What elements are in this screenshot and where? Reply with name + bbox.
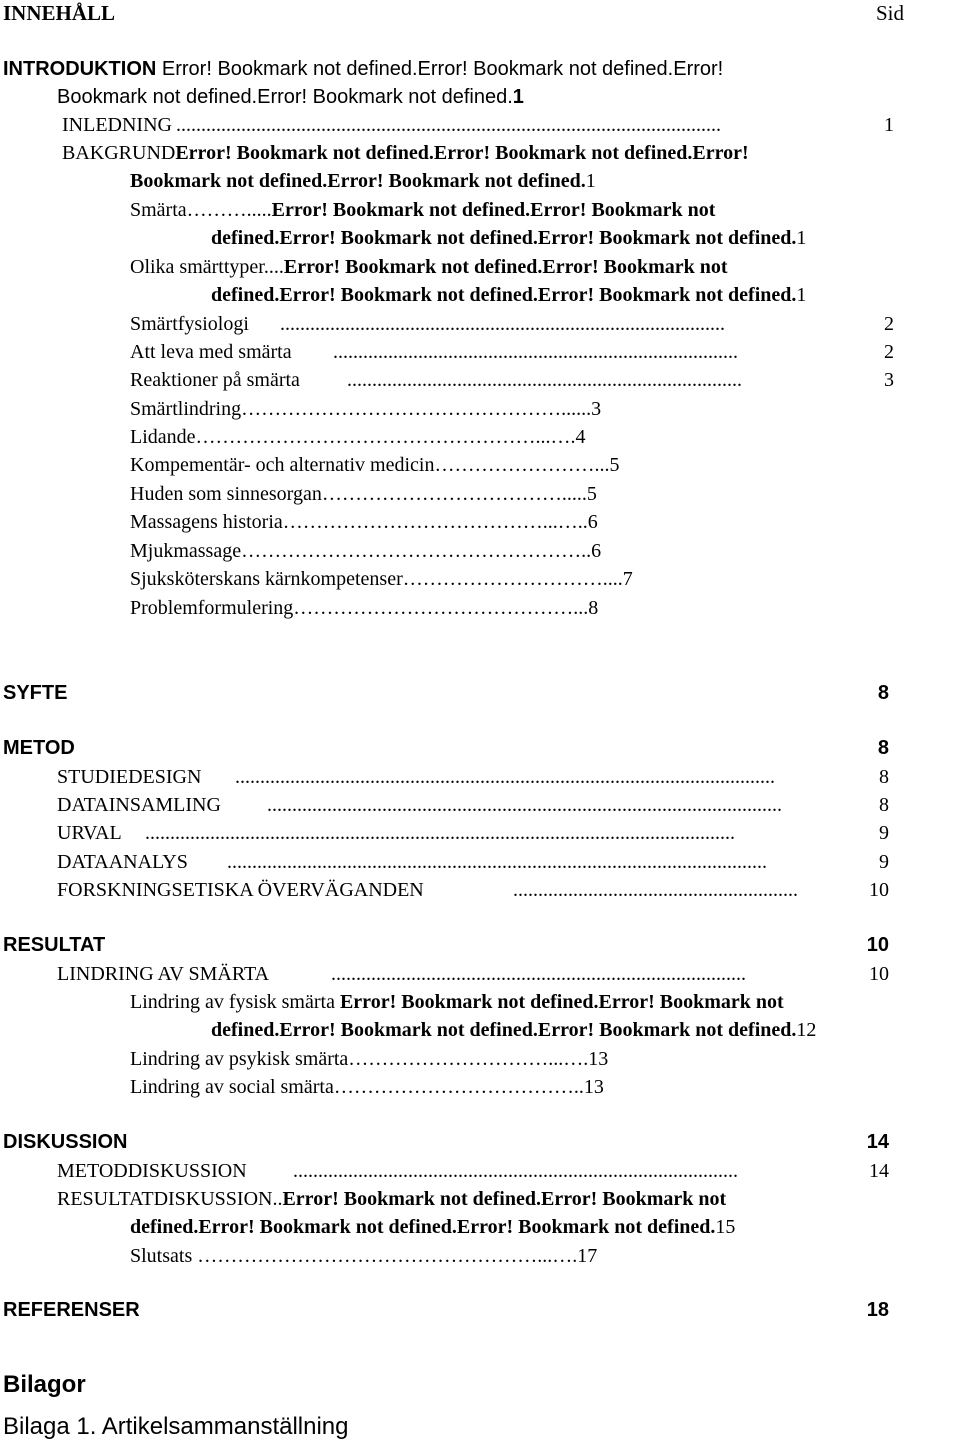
page-number: 9: [879, 851, 889, 873]
page-number: 1: [884, 114, 894, 136]
toc-entry-olika-smarttyper-cont: [211, 281, 806, 309]
entry-label: URVAL: [57, 822, 122, 844]
entry-heading: RESULTAT: [3, 934, 106, 956]
toc-entry-dataanalys[interactable]: [57, 848, 889, 876]
page-number: 3: [884, 369, 894, 391]
toc-entry-mjukmassage[interactable]: Mjukmassage……………………………………………..6: [130, 540, 602, 562]
toc-entry-bakgrund[interactable]: [62, 139, 749, 167]
leader-dots: .......................................................................................................: [267, 794, 782, 816]
page-number: 10: [866, 934, 889, 956]
leader-dots: .........................................................................................: [293, 1160, 738, 1182]
leader-dots: ............................................................................................................: [227, 851, 767, 873]
page-number: 14: [866, 1131, 889, 1153]
toc-entry-massagens-historia[interactable]: Massagens historia…………………………………...…..6: [130, 511, 598, 533]
page-number: 2: [884, 313, 894, 335]
bookmark-error: Bookmark not defined.Error! Bookmark not defined.: [57, 86, 513, 108]
page-number: 1: [796, 227, 807, 249]
bookmark-error: Error! Bookmark not defined.Error! Bookmark not: [271, 199, 716, 221]
toc-entry-slutsats[interactable]: Slutsats ……………………………………………...….17: [130, 1245, 598, 1267]
bookmark-error: Error! Bookmark not defined.Error! Bookmark not: [339, 991, 784, 1013]
toc-entry-sjukskoterskans[interactable]: Sjuksköterskans kärnkompetenser…………………………....7: [130, 568, 633, 590]
bookmark-error: Error! Bookmark not defined.Error! Bookmark not defined.Error!: [156, 58, 724, 80]
bookmark-error: defined.Error! Bookmark not defined.Error! Bookmark not defined.: [130, 1216, 716, 1238]
entry-label: Lindring av fysisk smärta: [130, 991, 340, 1013]
entry-label: Smärta……….....: [130, 199, 272, 221]
toc-entry-lindring-av-smarta[interactable]: [57, 960, 889, 988]
entry-label: INLEDNING: [62, 114, 172, 136]
bookmark-error: Error! Bookmark not defined.Error! Bookmark not: [282, 1188, 727, 1210]
toc-entry-urval[interactable]: [57, 819, 889, 847]
toc-entry-resultatdiskussion-cont: [130, 1213, 735, 1241]
leader-dots: .........................................................................................: [280, 313, 725, 335]
page-number: 10: [869, 963, 889, 985]
toc-entry-resultat[interactable]: [3, 931, 889, 959]
toc-entry-kompementar[interactable]: Kompementär- och alternativ medicin……………………...5: [130, 454, 620, 476]
page-number: 1: [796, 284, 807, 306]
toc-entry-referenser[interactable]: [3, 1296, 889, 1324]
toc-entry-bakgrund-cont: [130, 167, 596, 195]
page-number: 1: [512, 86, 524, 108]
entry-label: Smärtfysiologi: [130, 313, 249, 335]
entry-heading: SYFTE: [3, 682, 68, 704]
toc-entry-inledning[interactable]: [62, 111, 894, 139]
toc-entry-problemformulering[interactable]: Problemformulering……………………………………...8: [130, 597, 599, 619]
entry-label: BAKGRUND: [62, 142, 176, 164]
leader-dots: ............................................................................................................: [235, 766, 775, 788]
toc-entry-datainsamling[interactable]: [57, 791, 889, 819]
leader-dots: .............................................................................................................: [176, 114, 721, 136]
page-number: 2: [884, 341, 894, 363]
toc-entry-studiedesign[interactable]: [57, 763, 889, 791]
bookmark-error: Error! Bookmark not defined.Error! Bookmark not defined.Error!: [175, 142, 749, 164]
entry-label: DATAANALYS: [57, 851, 188, 873]
entry-label: LINDRING AV SMÄRTA: [57, 963, 270, 985]
page-number: 8: [879, 794, 889, 816]
entry-label: STUDIEDESIGN: [57, 766, 202, 788]
page-number: 8: [877, 682, 889, 704]
toc-entry-syfte[interactable]: [3, 679, 889, 707]
entry-label: FORSKNINGSETISKA ÖVERVÄGANDEN: [57, 879, 424, 901]
toc-entry-bilaga-1[interactable]: Bilaga 1. Artikelsammanställning: [3, 1413, 349, 1440]
toc-entry-metoddiskussion[interactable]: [57, 1157, 889, 1185]
toc-entry-smarta-cont: [211, 224, 806, 252]
toc-entry-metod[interactable]: [3, 734, 889, 762]
toc-entry-lindring-psykisk[interactable]: Lindring av psykisk smärta…………………………...….13: [130, 1048, 609, 1070]
bookmark-error: defined.Error! Bookmark not defined.Error! Bookmark not defined.: [211, 284, 797, 306]
page-number: 12: [796, 1019, 817, 1041]
toc-entry-att-leva-med-smarta[interactable]: [130, 338, 894, 366]
entry-heading: DISKUSSION: [3, 1131, 128, 1153]
toc-entry-resultatdiskussion[interactable]: [57, 1185, 726, 1213]
toc-entry-lidande[interactable]: Lidande……………………………………………...….4: [130, 426, 586, 448]
page-number: 14: [869, 1160, 889, 1182]
leader-dots: .........................................................: [513, 879, 798, 901]
toc-title: INNEHÅLL: [3, 1, 116, 25]
toc-entry-reaktioner[interactable]: [130, 366, 894, 394]
entry-heading: METOD: [3, 737, 75, 759]
page-column-label: Sid: [876, 1, 905, 25]
bookmark-error: Bookmark not defined.Error! Bookmark not defined.: [130, 170, 586, 192]
toc-entry-lindring-social[interactable]: Lindring av social smärta………………………………..13: [130, 1076, 604, 1098]
leader-dots: ...................................................................................: [331, 963, 746, 985]
page-number: 8: [877, 737, 889, 759]
toc-entry-smartfysiologi[interactable]: [130, 310, 894, 338]
toc-entry-huden[interactable]: Huden som sinnesorgan……………………………….....5: [130, 483, 597, 505]
leader-dots: ...............................................................................: [347, 369, 742, 391]
page-number: 18: [866, 1299, 889, 1321]
toc-entry-diskussion[interactable]: [3, 1128, 889, 1156]
entry-label: Reaktioner på smärta: [130, 369, 300, 391]
leader-dots: .................................................................................: [333, 341, 738, 363]
entry-label: METODDISKUSSION: [57, 1160, 247, 1182]
entry-heading: INTRODUKTION: [3, 58, 157, 80]
page-number: 8: [879, 766, 889, 788]
bookmark-error: Error! Bookmark not defined.Error! Bookmark not: [283, 256, 728, 278]
toc-entry-olika-smarttyper[interactable]: [130, 253, 728, 281]
toc-entry-introduktion-cont: [57, 83, 524, 111]
page-number: 15: [715, 1216, 736, 1238]
bilagor-heading: Bilagor: [3, 1371, 86, 1398]
leader-dots: ......................................................................................................................: [145, 822, 735, 844]
page-number: 9: [879, 822, 889, 844]
toc-entry-forskningsetiska[interactable]: [57, 876, 889, 904]
entry-label: RESULTATDISKUSSION..: [57, 1188, 283, 1210]
toc-entry-introduktion[interactable]: [3, 55, 723, 83]
toc-entry-smarta[interactable]: [130, 196, 715, 224]
entry-label: Att leva med smärta: [130, 341, 292, 363]
toc-entry-lindring-fysisk[interactable]: [130, 988, 784, 1016]
entry-label: Olika smärttyper....: [130, 256, 284, 278]
toc-entry-smartlindring[interactable]: Smärtlindring…………………………………………......3: [130, 398, 602, 420]
bookmark-error: defined.Error! Bookmark not defined.Error! Bookmark not defined.: [211, 227, 797, 249]
bookmark-error: defined.Error! Bookmark not defined.Error! Bookmark not defined.: [211, 1019, 797, 1041]
page-number: 10: [869, 879, 889, 901]
page-number: 1: [585, 170, 596, 192]
toc-entry-lindring-fysisk-cont: [211, 1016, 816, 1044]
entry-label: DATAINSAMLING: [57, 794, 221, 816]
entry-heading: REFERENSER: [3, 1299, 140, 1321]
